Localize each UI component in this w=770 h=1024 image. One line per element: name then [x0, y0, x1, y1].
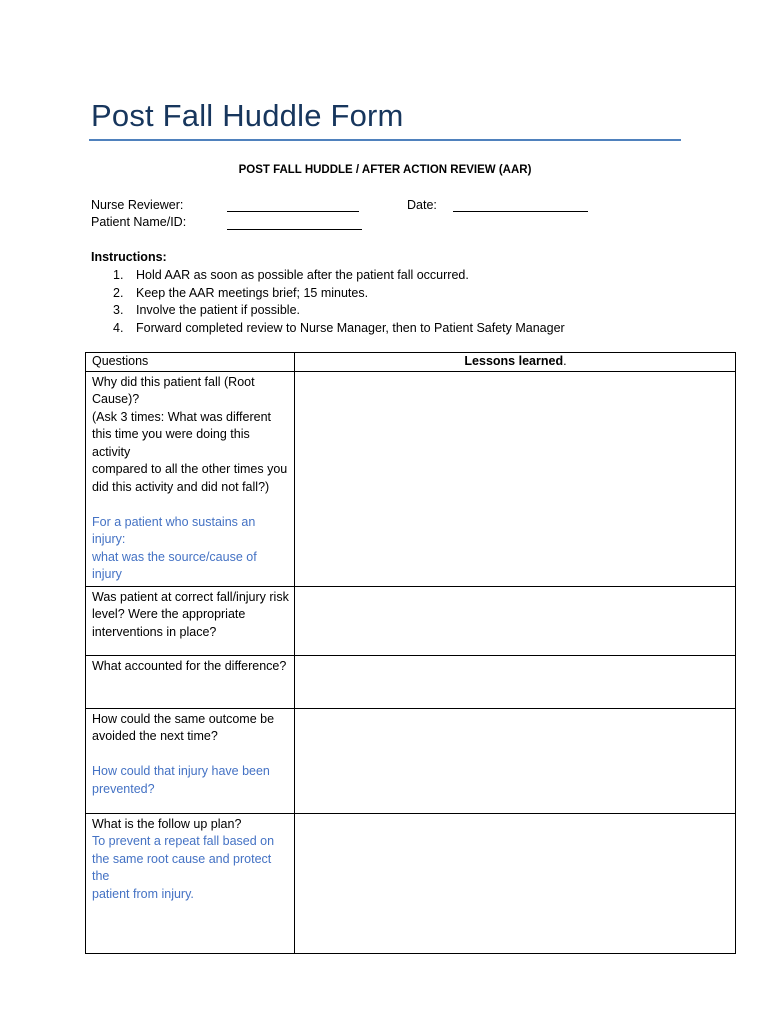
- questions-header: Questions: [86, 353, 295, 372]
- table-row: [86, 708, 736, 813]
- review-table: [85, 352, 736, 954]
- table-row: [86, 813, 736, 953]
- nurse-reviewer-label: Nurse Reviewer:: [91, 198, 184, 212]
- instruction-step: 1. Hold AAR as soon as possible after the patient fall occurred.: [113, 268, 469, 282]
- lessons-answer-cell[interactable]: [295, 813, 736, 953]
- instructions-list: [113, 267, 565, 337]
- table-row: [86, 371, 736, 586]
- table-header-row: [86, 353, 736, 372]
- form-heading: POST FALL HUDDLE / AFTER ACTION REVIEW (AAR): [238, 164, 532, 176]
- instruction-step: 3. Involve the patient if possible.: [113, 303, 300, 317]
- instruction-step: 4. Forward completed review to Nurse Manager, then to Patient Safety Manager: [113, 320, 565, 335]
- patient-field[interactable]: [227, 229, 362, 230]
- question-cell: Was patient at correct fall/injury risk level? Were the appropriate interventions in place?: [86, 586, 295, 655]
- patient-label: Patient Name/ID:: [91, 215, 187, 229]
- question-cell: How could the same outcome be avoided the next time? How could that injury have been prevented?: [86, 708, 295, 813]
- lessons-answer-cell[interactable]: [295, 655, 736, 708]
- question-cell: Why did this patient fall (Root Cause)? (Ask 3 times: What was different this time you were doing this activity compared to all the other times you did this activity and did not fall?) For a patient who sustains an injury: what was the source/cause of injury: [86, 371, 295, 586]
- page-title: Post Fall Huddle Form: [91, 98, 404, 133]
- table-row: [86, 586, 736, 655]
- date-field[interactable]: [453, 211, 588, 212]
- question-cell: What is the follow up plan? To prevent a repeat fall based on the same root cause and protect the patient from injury.: [86, 813, 295, 953]
- nurse-reviewer-field[interactable]: [227, 211, 359, 212]
- table-row: [86, 655, 736, 708]
- title-divider: [89, 139, 681, 141]
- instruction-step: 2. Keep the AAR meetings brief; 15 minutes.: [113, 285, 369, 300]
- lessons-answer-cell[interactable]: [295, 586, 736, 655]
- instructions-title: Instructions:: [91, 250, 167, 264]
- lessons-header: Lessons learned.: [295, 353, 736, 372]
- date-label: Date:: [407, 198, 437, 212]
- question-cell: What accounted for the difference?: [86, 655, 295, 708]
- lessons-answer-cell[interactable]: [295, 371, 736, 586]
- lessons-answer-cell[interactable]: [295, 708, 736, 813]
